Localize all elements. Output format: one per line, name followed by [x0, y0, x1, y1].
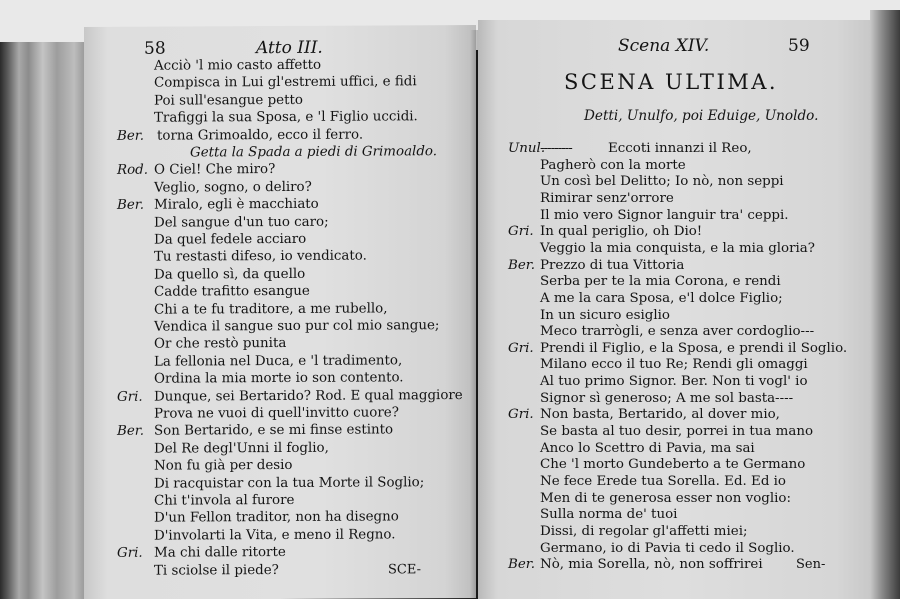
- verse-line: Al tuo primo Signor. Ber. Non ti vogl' io: [540, 374, 808, 390]
- verse-line: Eccoti innanzi il Reo,: [608, 141, 752, 156]
- left-page-number: 58: [144, 38, 166, 59]
- verse-line: Cadde trafitto esangue: [154, 284, 310, 300]
- verse-line: Ma chi dalle ritorte: [154, 545, 286, 561]
- verse-line: La fellonia nel Duca, e 'l tradimento,: [154, 353, 403, 370]
- verse-line: Dissi, di regolar gl'affetti miei;: [540, 523, 748, 539]
- speaker-label: Ber.: [508, 557, 535, 573]
- speaker-label: Rod.: [117, 163, 148, 179]
- verse-line: Di racquistar con la tua Morte il Soglio;: [154, 474, 425, 492]
- verse-line: Vendica il sangue suo pur col mio sangue;: [154, 318, 440, 335]
- scene-title: SCENA ULTIMA.: [564, 70, 779, 94]
- speaker-label: Ber.: [117, 424, 144, 440]
- verse-line: Rimirar senz'orrore: [540, 190, 674, 206]
- speaker-label: Ber.: [117, 128, 144, 144]
- right-catchword: Sen-: [796, 557, 826, 572]
- speaker-label: Ber.: [117, 197, 144, 214]
- left-page: [84, 25, 476, 599]
- verse-line: Men di te generosa esser non voglio:: [540, 490, 791, 506]
- verse-line: Son Bertarido, e se mi finse estinto: [154, 422, 394, 440]
- verse-line: Chi a te fu traditore, a me rubello,: [154, 301, 388, 318]
- verse-line: Da quello sì, da quello: [154, 266, 306, 283]
- book-fore-edge: [870, 10, 900, 599]
- book-spine-edge: [0, 42, 95, 599]
- verse-line: Del sangue d'un tuo caro;: [154, 214, 329, 231]
- verse-line: Non basta, Bertarido, al dover mio,: [540, 407, 780, 423]
- verse-line: Del Re degl'Unni il foglio,: [154, 440, 329, 457]
- verse-line: Milano ecco il tuo Re; Rendi gli omaggi: [540, 357, 808, 373]
- verse-line: A me la cara Sposa, e'l dolce Figlio;: [540, 290, 783, 306]
- verse-line: Veglio, sogno, o deliro?: [154, 179, 312, 196]
- right-running-head: Scena XIV.: [618, 36, 710, 56]
- left-running-head: Atto III.: [256, 37, 323, 59]
- verse-line: Compisca in Lui gl'estremi uffici, e fidi: [154, 74, 417, 92]
- verse-line: Il mio vero Signor languir tra' ceppi.: [540, 207, 789, 223]
- left-catchword: SCE-: [388, 562, 421, 578]
- verse-line: Da quel fedele acciaro: [154, 231, 307, 248]
- verse-line: Meco trarrògli, e senza aver cordoglio---: [540, 324, 815, 340]
- verse-line: Tu restasti difeso, io vendicato.: [154, 248, 367, 266]
- verse-line: torna Grimoaldo, ecco il ferro.: [157, 127, 364, 144]
- speaker-label: Gri.: [508, 224, 534, 240]
- verse-line: Prendi il Figlio, e la Sposa, e prendi il Soglio.: [540, 340, 848, 356]
- verse-line: Che 'l morto Gundeberto a te Germano: [540, 457, 806, 473]
- verse-line: Dunque, sei Bertarido? Rod. E qual maggiore: [154, 387, 463, 405]
- verse-line: Sulla norma de' tuoi: [540, 507, 678, 523]
- speaker-label: Gri.: [508, 407, 534, 423]
- verse-line: Veggio la mia conquista, e la mia gloria?: [540, 240, 815, 256]
- verse-line: Ne fece Erede tua Sorella. Ed. Ed io: [540, 474, 786, 489]
- verse-line: Prezzo di tua Vittoria: [540, 257, 685, 273]
- verse-line: In un sicuro esiglio: [540, 307, 670, 323]
- speaker-label: Gri.: [117, 545, 143, 562]
- verse-line: Prova ne vuoi di quell'invitto cuore?: [154, 405, 399, 422]
- verse-line: Pagherò con la morte: [540, 157, 686, 173]
- verse-line: D'un Fellon traditor, non ha disegno: [154, 509, 399, 527]
- verse-line: Trafiggi la sua Sposa, e 'l Figlio uccidi.: [154, 109, 418, 126]
- verse-line: Un così bel Delitto; Io nò, non seppi: [540, 174, 784, 190]
- verse-line: Ti sciolse il piede?: [154, 562, 279, 579]
- scene-stage-direction: Detti, Unulfo, poi Eduige, Unoldo.: [584, 108, 819, 124]
- verse-line: Anco lo Scettro di Pavia, ma sai: [540, 440, 755, 456]
- verse-line: Ordina la mia morte io son contento.: [154, 370, 404, 387]
- verse-line: Or che restò punita: [154, 336, 287, 353]
- verse-line: Chi t'invola al furore: [154, 492, 295, 509]
- speaker-label: Unul.: [508, 141, 546, 156]
- verse-line: Non fu già per desio: [154, 458, 293, 474]
- verse-line: Nò, mia Sorella, nò, non soffrirei: [540, 557, 763, 573]
- verse-line: Signor sì generoso; A me sol basta----: [540, 390, 794, 406]
- right-page-number: 59: [788, 36, 810, 56]
- verse-line: Germano, io di Pavia ti cedo il Soglio.: [540, 540, 795, 556]
- speaker-label: Gri.: [117, 389, 143, 405]
- right-page: [478, 20, 876, 599]
- verse-line: Miralo, egli è macchiato: [154, 196, 319, 213]
- verse-line: In qual periglio, oh Dio!: [540, 224, 703, 240]
- verse-line: D'involarti la Vita, e meno il Regno.: [154, 527, 396, 544]
- verse-line: Se basta al tuo desir, porrei in tua mano: [540, 424, 814, 440]
- verse-line: Serba per te la mia Corona, e rendi: [540, 274, 781, 290]
- dash-leader: ---------: [540, 141, 572, 156]
- verse-line: Poi sull'esangue petto: [154, 92, 303, 109]
- verse-line: Acciò 'l mio casto affetto: [154, 57, 322, 74]
- stage-direction: Getta la Spada a piedi di Grimoaldo.: [190, 144, 437, 161]
- speaker-label: Ber.: [508, 257, 535, 273]
- verse-line: O Ciel! Che miro?: [154, 162, 276, 179]
- speaker-label: Gri.: [508, 340, 534, 356]
